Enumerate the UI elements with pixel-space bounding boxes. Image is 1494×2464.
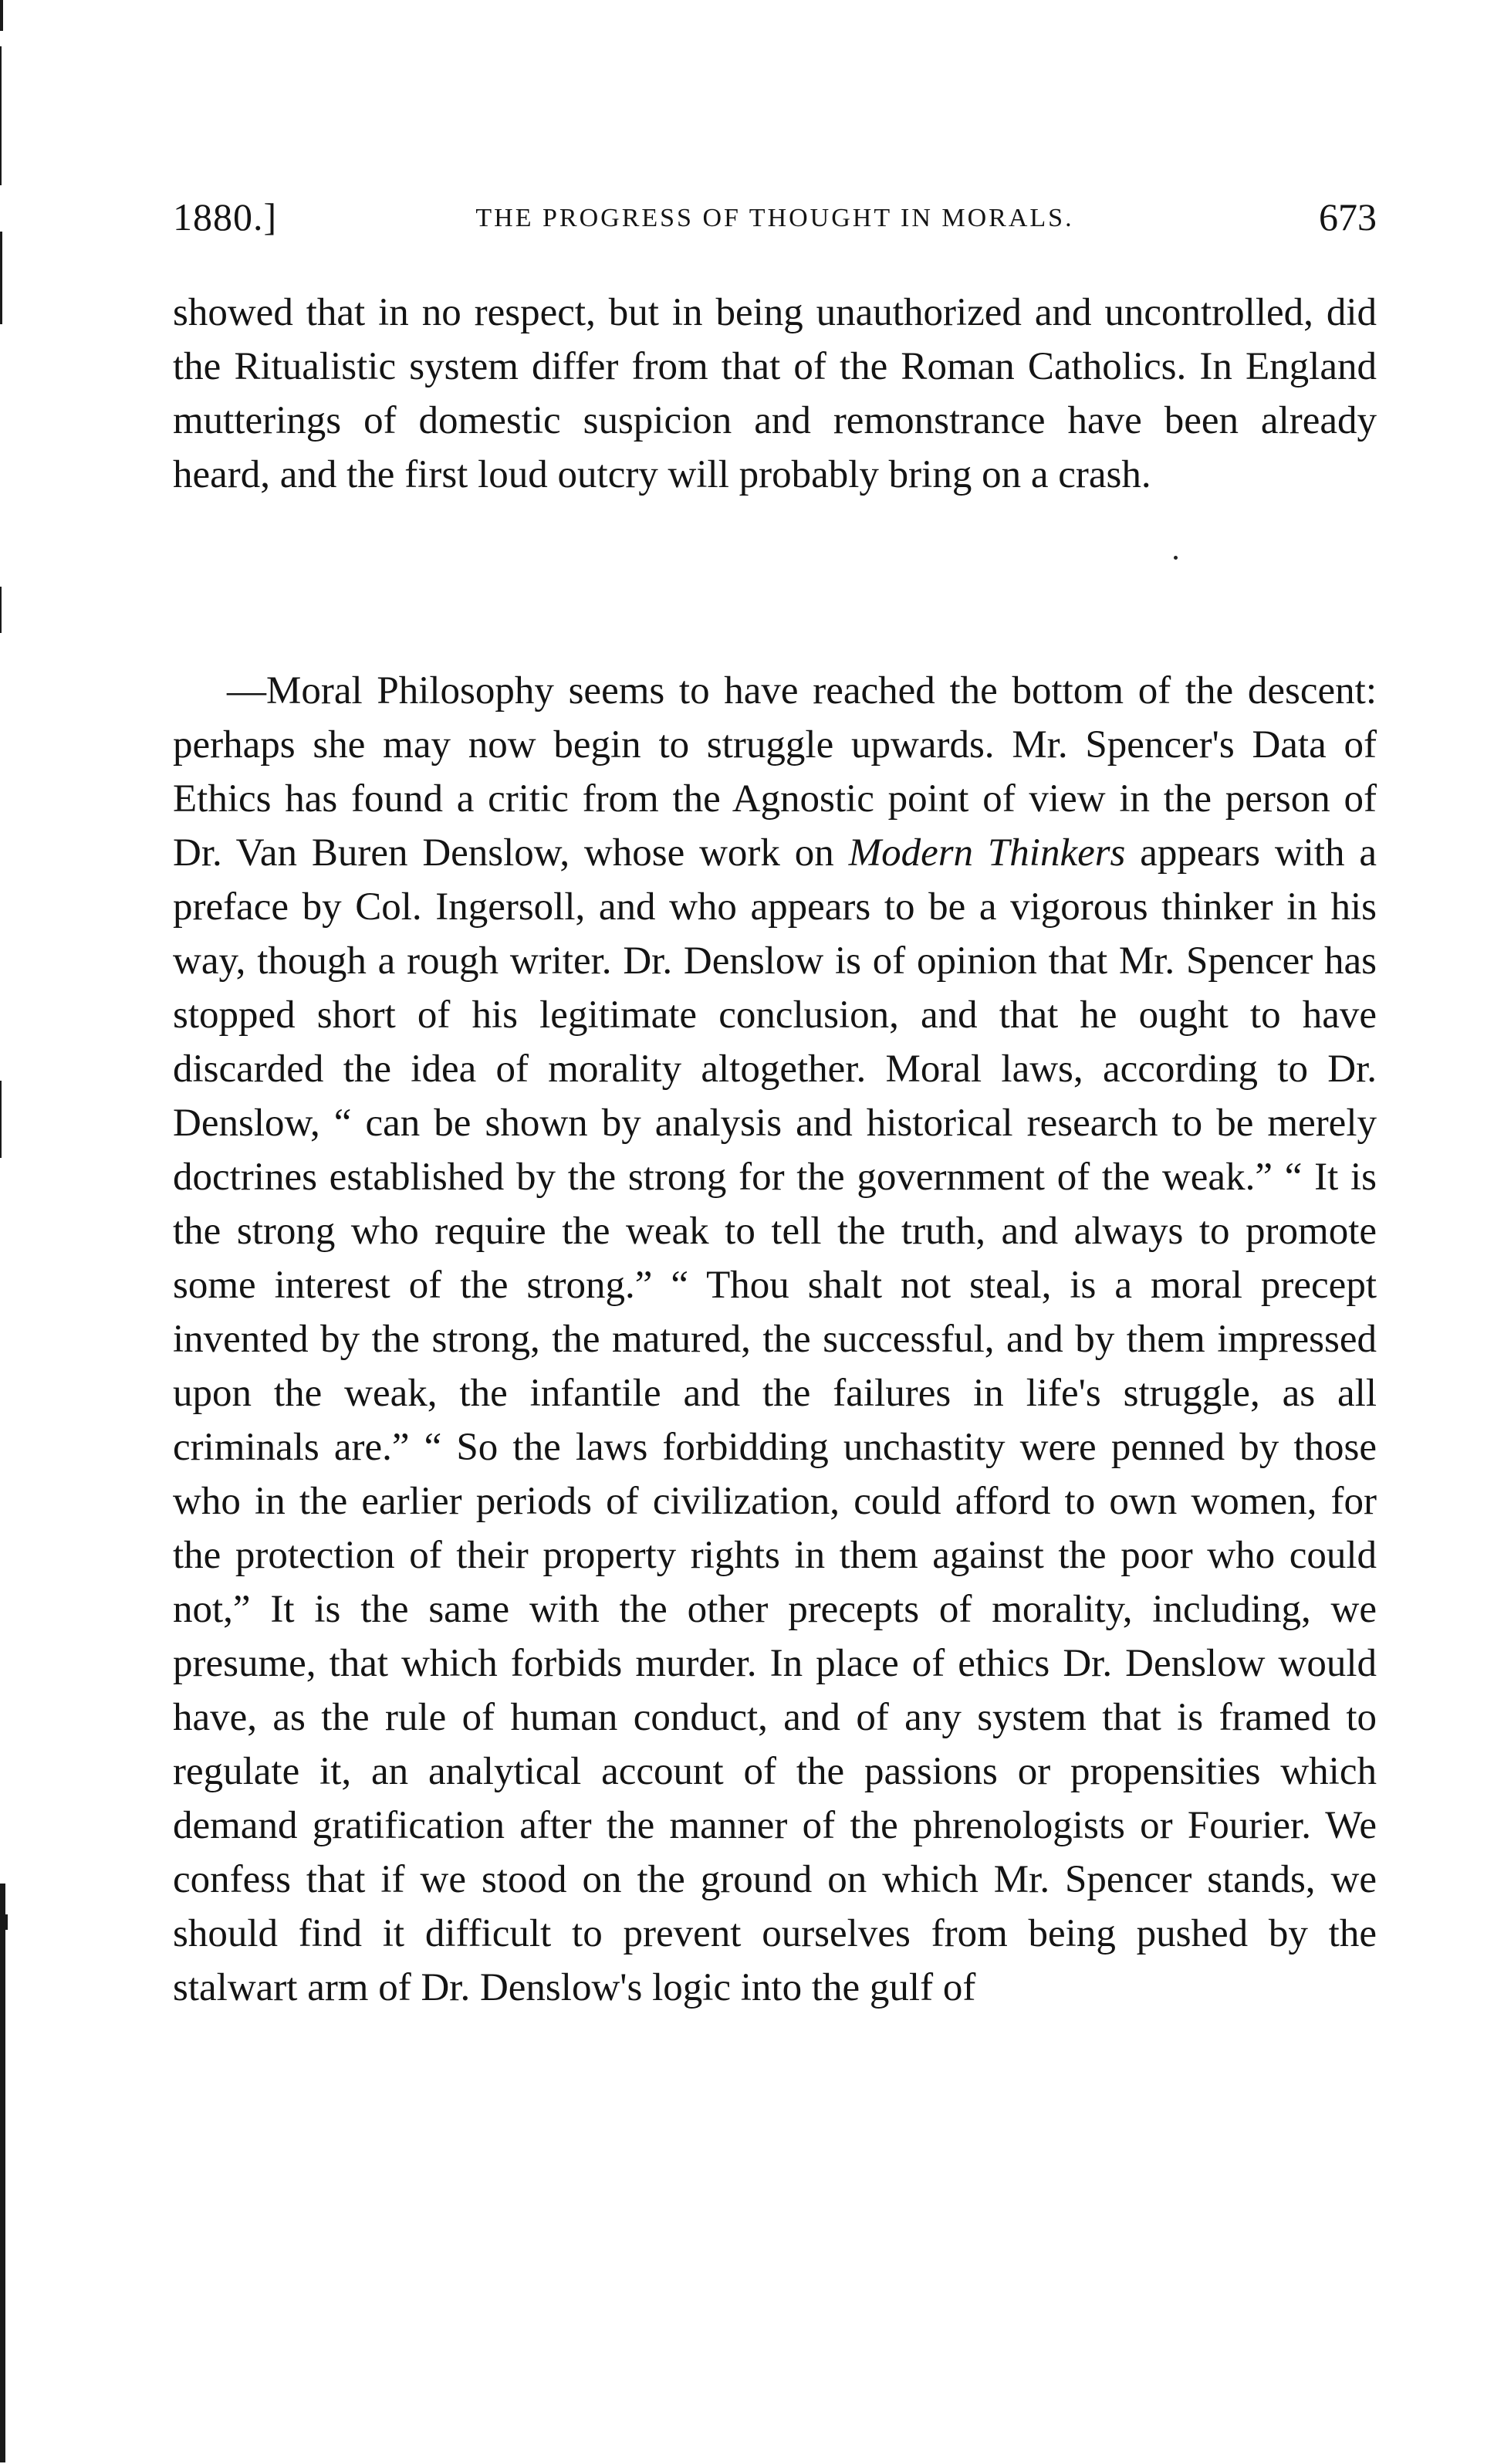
running-head-year: 1880.] — [173, 195, 278, 239]
running-head — [173, 195, 1377, 241]
running-head-title: THE PROGRESS OF THOUGHT IN MORALS. — [475, 204, 1074, 232]
page-number: 673 — [1319, 195, 1377, 239]
paragraph-body — [173, 664, 1377, 2015]
scanned-gutter-edge — [0, 0, 11, 2464]
paragraph-moral-philosophy — [173, 664, 1377, 2015]
paragraph-text: showed that in no respect, but in being unauthorized and uncontrolled, did the Ritualistic system differ from that of the Roman Catholics. In England mutterings of domestic suspicion and remonstrance have been already heard, and the first loud outcry will probably bring on a crash. — [173, 291, 1377, 496]
scan-speck — [1174, 556, 1178, 560]
paragraph-text-before-title: —Moral Philosophy seems to have reached the bottom of the descent: perhaps she may now begin to struggle upwards. Mr. Spencer's Data of Ethics has found a critic from the Agnostic point of view in the person of Dr. Van Buren Denslow, whose work on — [173, 669, 1377, 875]
book-title-italic: Modern Thinkers — [848, 831, 1126, 875]
paragraph-text-after-title: appears with a preface by Col. Ingersoll, and who appears to be a vigorous thinker in his way, though a rough writer. Dr. Denslow is of opinion that Mr. Spencer has stopped short of his legitimate conclusion, and that he ought to have discarded the idea of morality altogether. Moral laws, according to Dr. Denslow, “ can be shown by analysis and historical research to be merely doctrines established by the strong for the government of the weak.” “ It is the strong who require the weak to tell the truth, and always to promote some interest of the strong.” “ Thou shalt not steal, is a moral precept invented by the strong, the matured, the successful, and by them impressed upon the weak, the infantile and the failures in life's struggle, as all criminals are.” “ So the laws forbidding unchastity were penned by those who in the earlier periods of civilization, could afford to own women, for the protection of their property rights in them against the poor who could not,” It is the same with the other precepts of morality, including, we presume, that which forbids murder. In place of ethics Dr. Denslow would have, as the rule of human conduct, and of any system that is framed to regulate it, an analytical account of the passions or propensities which demand gratification after the manner of the phrenologists or Fourier. We confess that if we stood on the ground on which Mr. Spencer stands, we should find it difficult to prevent ourselves from being pushed by the stalwart arm of Dr. Denslow's logic into the gulf of — [173, 831, 1377, 2009]
paragraph-continuation — [173, 286, 1377, 502]
